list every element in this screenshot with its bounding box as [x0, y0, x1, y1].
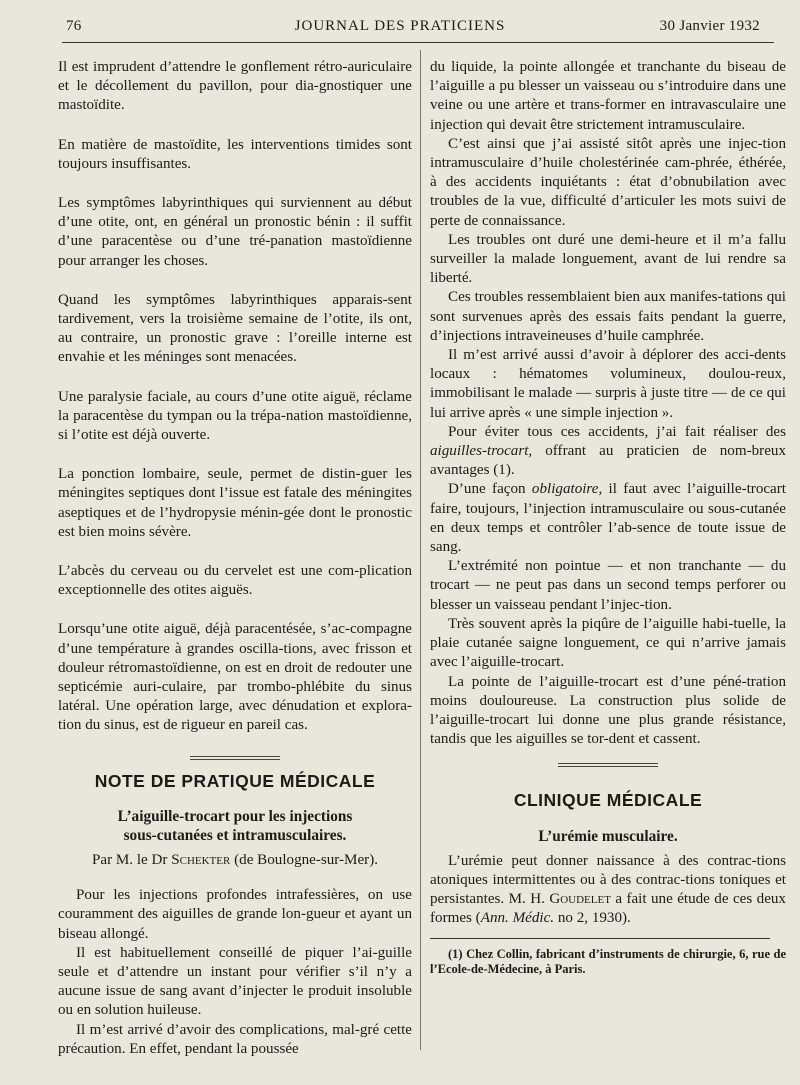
uremie-text-post: no 2, 1930).: [554, 910, 631, 927]
right-paragraph: Les troubles ont duré une demi-heure et il m’a fallu surveiller la malade longuement, avant de lui rendre sa liberté.: [430, 231, 786, 287]
avoid-text-pre: Pour éviter tous ces accidents, j’ai fait réaliser des: [448, 423, 786, 440]
issue-date: 30 Janvier 1932: [659, 18, 760, 34]
right-paragraph: C’est ainsi que j’ai assisté sitôt après une injec-tion intramusculaire d’huile cholestérinée cam-phrée, éthérée, à des accidents inquiétants : état d’obnubilation avec troubles de la vue, difficulté d’articuler les mots suivi de perte de connaissance.: [430, 135, 786, 229]
left-paragraph: La ponction lombaire, seule, permet de distin-guer les méningites septiques dont l’issue est fatale des méningites aseptiques et de l’hydropysie ménin-gée dont le pronostic est bien moins sévère.: [58, 466, 412, 540]
uremie-paragraph: [430, 852, 786, 929]
right-column: [430, 58, 786, 977]
right-paragraph: L’extrémité non pointue — et non tranchante — du trocart — ne peut pas dans un second temps perforer ou blesser un vaisseau pendant l’injec-tion.: [430, 558, 786, 613]
article-title-line1: L’aiguille-trocart pour les injections: [117, 807, 353, 825]
uremie-author: Goudelet: [549, 890, 611, 907]
author-name: Schekter: [171, 851, 231, 868]
left-paragraph: En matière de mastoïdite, les interventions timides sont toujours insuffisantes.: [58, 136, 412, 172]
section-separator: [558, 763, 658, 767]
left-paragraph: Quand les symptômes labyrinthiques apparais-sent tardivement, vers la troisième semaine de l’otite, ils ont, au contraire, un pronostic grave : l’oreille interne est envahie et les méninges sont menacées.: [58, 291, 412, 366]
running-title: JOURNAL DES PRATICIENS: [294, 18, 506, 34]
left-paragraph: Lorsqu’une otite aiguë, déjà paracentésée, s’ac-compagne d’une température à grandes oscilla-tions, avec frisson et douleur rétromastoïdienne, on est en droit de redouter une septicémie auri-culaire, par trombo-phlébite du sinus latéral. Une opération large, avec dénudation et explora-tion du sinus, est de rigueur en pareil cas.: [58, 621, 412, 734]
article-title: [58, 807, 412, 845]
byline-suffix: (de Boulogne-sur-Mer).: [230, 851, 379, 868]
footnote-rule: [430, 938, 770, 939]
article-paragraph: Pour les injections profondes intrafessières, on use couramment des aiguilles de grande lon-gueur et ayant un biseau allongé.: [58, 887, 412, 942]
section-title-clinique: CLINIQUE MÉDICALE: [513, 790, 703, 811]
left-paragraph: L’abcès du cerveau ou du cervelet est une com-plication exceptionnelle des otites aiguës.: [58, 563, 412, 599]
oblig-text-pre: D’une façon: [448, 481, 532, 498]
column-divider: [420, 50, 421, 1050]
avoid-emphasis: aiguilles-trocart,: [430, 443, 533, 460]
section-separator: [190, 756, 280, 760]
right-paragraph: Ces troubles ressemblaient bien aux manifes-tations qui sont survenues après des essais faits pendant la guerre, d’injections intraveineuses d’huile camphrée.: [430, 289, 786, 344]
avoid-text-post: offrant au praticien de nom-breux avantages (1).: [430, 443, 786, 479]
left-paragraph: Les symptômes labyrinthiques qui surviennent au début d’une otite, ont, en général un pronostic bénin : il suffit d’une paracentèse ou d’une tré-panation mastoïdienne pour arranger les choses.: [58, 195, 412, 269]
article-title-line2: sous-cutanées et intramusculaires.: [123, 826, 347, 844]
right-paragraph-obligatoire: [430, 480, 786, 557]
right-paragraph: du liquide, la pointe allongée et tranchante du biseau de l’aiguille a pu blesser un vaisseau ou s’introduire dans une veine ou une artère et trans-former en intravasculaire une injection qui devait être strictement intramusculaire.: [430, 59, 786, 133]
page-number: 76: [66, 18, 82, 34]
section-title-note: NOTE DE PRATIQUE MÉDICALE: [94, 770, 376, 791]
article-byline: [58, 851, 412, 870]
right-paragraph-avoid: [430, 423, 786, 481]
byline-prefix: Par M. le Dr: [91, 851, 172, 868]
left-paragraph: Une paralysie faciale, au cours d’une otite aiguë, réclame la paracentèse du tympan ou la trépa-nation mastoïdienne, si l’otite est déjà ouverte.: [58, 388, 412, 444]
right-paragraph: Il m’est arrivé aussi d’avoir à déplorer des acci-dents locaux : hématomes volumineux, doulou-reux, immobilisant le malade — surpris à juste titre — de ce qui lui arrive après « une simple injection ».: [430, 347, 786, 421]
uremie-text-pre: L’urémie peut donner naissance à des contrac-tions atoniques intermittentes ou à des contrac-tions toniques et persistantes. M. H.: [430, 852, 786, 907]
footnote: (1) Chez Collin, fabricant d’instruments de chirurgie, 6, rue de l’Ecole-de-Médecine, à Paris.: [430, 947, 786, 977]
header-rule: [62, 42, 774, 43]
right-paragraph: La pointe de l’aiguille-trocart est d’une péné-tration moins douloureuse. La construction plus solide de l’aiguille-trocart lui donne une plus grande résistance, tandis que les aiguilles se tor-dent et cassent.: [430, 673, 786, 748]
oblig-text-post: il faut avec l’aiguille-trocart faire, toujours, l’injection intramusculaire ou sous-cutanée en deux temps et contrôler l’ab-sence de toute issue de sang.: [430, 481, 786, 556]
uremie-title: L’urémie musculaire.: [538, 827, 678, 845]
right-paragraph: Très souvent après la piqûre de l’aiguille habi-tuelle, la plaie cutanée saigne longuement, ce qui n’arrive jamais avec l’aiguille-trocart.: [430, 615, 786, 671]
uremie-text-mid: a fait une étude de ces deux formes (: [430, 890, 786, 927]
oblig-emphasis: obligatoire,: [531, 481, 603, 498]
article-paragraph: Il m’est arrivé d’avoir des complications, mal-gré cette précaution. En effet, pendant la poussée: [58, 1021, 412, 1057]
uremie-reference: Ann. Médic.: [480, 910, 555, 927]
left-paragraph: Il est imprudent d’attendre le gonflement rétro-auriculaire et le décollement du pavillon, pour dia-gnostiquer une mastoïdite.: [58, 59, 412, 114]
article-paragraph: Il est habituellement conseillé de piquer l’ai-guille seule et d’attendre un instant pour vérifier s’il n’y a aucune issue de sang avant d’injecter le produit insoluble ou en solution huileuse.: [58, 944, 412, 1019]
left-column: [58, 58, 412, 1059]
